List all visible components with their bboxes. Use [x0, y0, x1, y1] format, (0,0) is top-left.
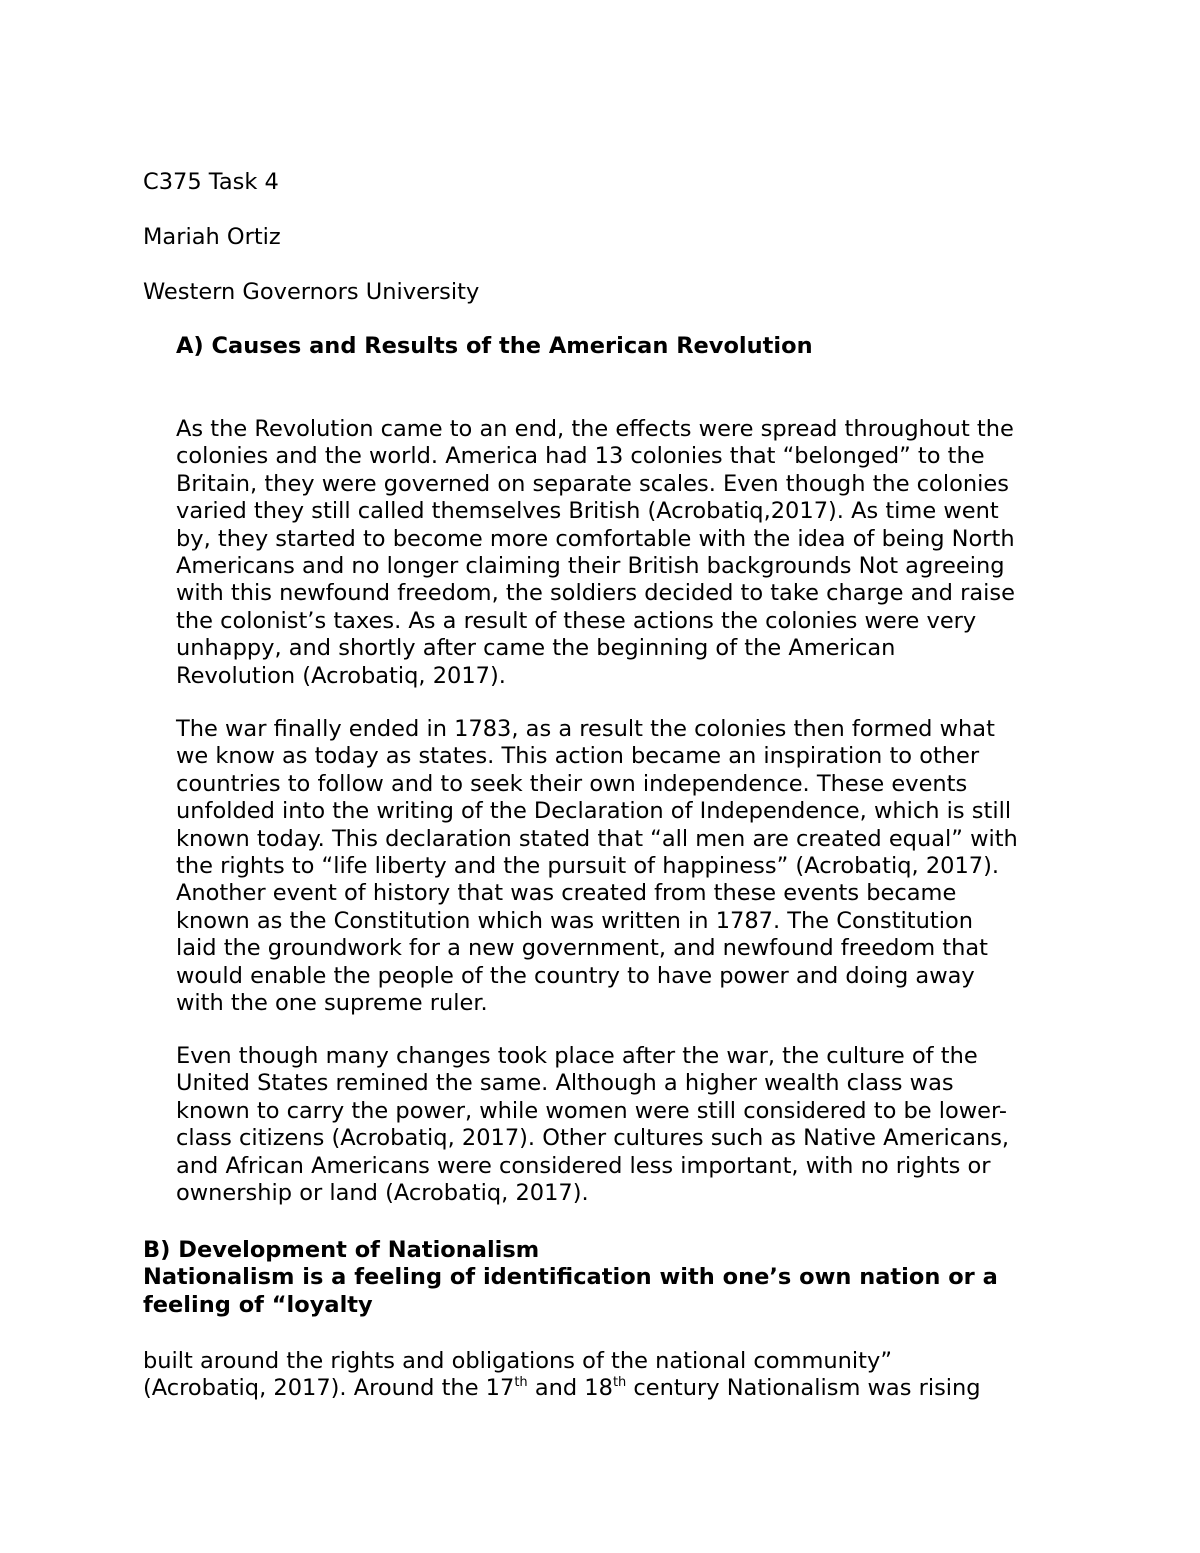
- text-segment: (Acrobatiq, 2017). Around the 17: [143, 1375, 515, 1402]
- text-line: United States remined the same. Although a higher wealth class was: [176, 1070, 954, 1097]
- text-line: class citizens (Acrobatiq, 2017). Other cultures such as Native Americans,: [176, 1125, 1010, 1152]
- institution-name: Western Governors University: [143, 279, 480, 305]
- heading-line: Nationalism is a feeling of identification with one’s own nation or a: [143, 1264, 998, 1291]
- heading-line: B) Development of Nationalism: [143, 1237, 540, 1263]
- section-a-paragraph-2: [176, 716, 1018, 1017]
- text-line: we know as today as states. This action became an inspiration to other: [176, 743, 980, 770]
- text-line: Even though many changes took place after the war, the culture of the: [176, 1043, 978, 1069]
- text-line: by, they started to become more comfortable with the idea of being North: [176, 525, 1015, 552]
- text-line: unfolded into the writing of the Declaration of Independence, which is still: [176, 798, 1012, 825]
- text-segment: century Nationalism was rising: [626, 1375, 981, 1402]
- section-a-paragraph-3: [176, 1043, 1009, 1207]
- section-a-paragraph-1: [176, 416, 1015, 690]
- text-line: Britain, they were governed on separate scales. Even though the colonies: [176, 470, 1009, 497]
- text-line: The war finally ended in 1783, as a result the colonies then formed what: [176, 716, 995, 742]
- text-line: would enable the people of the country to have power and doing away: [176, 962, 975, 989]
- document-title: C375 Task 4: [143, 169, 279, 195]
- text-line: ownership or land (Acrobatiq, 2017).: [176, 1180, 589, 1207]
- text-line: known today. This declaration stated that “all men are created equal” with: [176, 825, 1018, 852]
- text-line: the rights to “life liberty and the pursuit of happiness” (Acrobatiq, 2017).: [176, 853, 1000, 880]
- superscript: th: [612, 1375, 627, 1391]
- text-line: As the Revolution came to an end, the effects were spread throughout the: [176, 416, 1014, 442]
- text-line: Revolution (Acrobatiq, 2017).: [176, 662, 506, 689]
- text-line: the colonist’s taxes. As a result of these actions the colonies were very: [176, 607, 977, 634]
- text-line: Another event of history that was created from these events became: [176, 880, 957, 907]
- section-a-heading: A) Causes and Results of the American Revolution: [176, 333, 813, 359]
- text-line: colonies and the world. America had 13 colonies that “belonged” to the: [176, 443, 985, 470]
- text-line: unhappy, and shortly after came the beginning of the American: [176, 635, 896, 662]
- text-line: laid the groundwork for a new government, and newfound freedom that: [176, 935, 988, 962]
- author-name: Mariah Ortiz: [143, 224, 281, 250]
- superscript: th: [514, 1375, 528, 1391]
- text-line: [143, 1375, 981, 1402]
- section-b-heading: [143, 1237, 998, 1319]
- text-line: varied they still called themselves British (Acrobatiq,2017). As time went: [176, 498, 999, 525]
- heading-line: feeling of “loyalty: [143, 1291, 373, 1318]
- text-line: Americans and no longer claiming their British backgrounds Not agreeing: [176, 553, 1005, 580]
- text-line: built around the rights and obligations of the national community”: [143, 1348, 892, 1374]
- text-line: known to carry the power, while women were still considered to be lower-: [176, 1097, 1007, 1124]
- text-line: with the one supreme ruler.: [176, 990, 488, 1017]
- text-line: known as the Constitution which was written in 1787. The Constitution: [176, 907, 973, 934]
- section-b-paragraph-1: [143, 1348, 981, 1403]
- text-line: countries to follow and to seek their own independence. These events: [176, 770, 968, 797]
- text-line: with this newfound freedom, the soldiers decided to take charge and raise: [176, 580, 1015, 607]
- text-segment: and 18: [527, 1375, 613, 1402]
- text-line: and African Americans were considered less important, with no rights or: [176, 1152, 991, 1179]
